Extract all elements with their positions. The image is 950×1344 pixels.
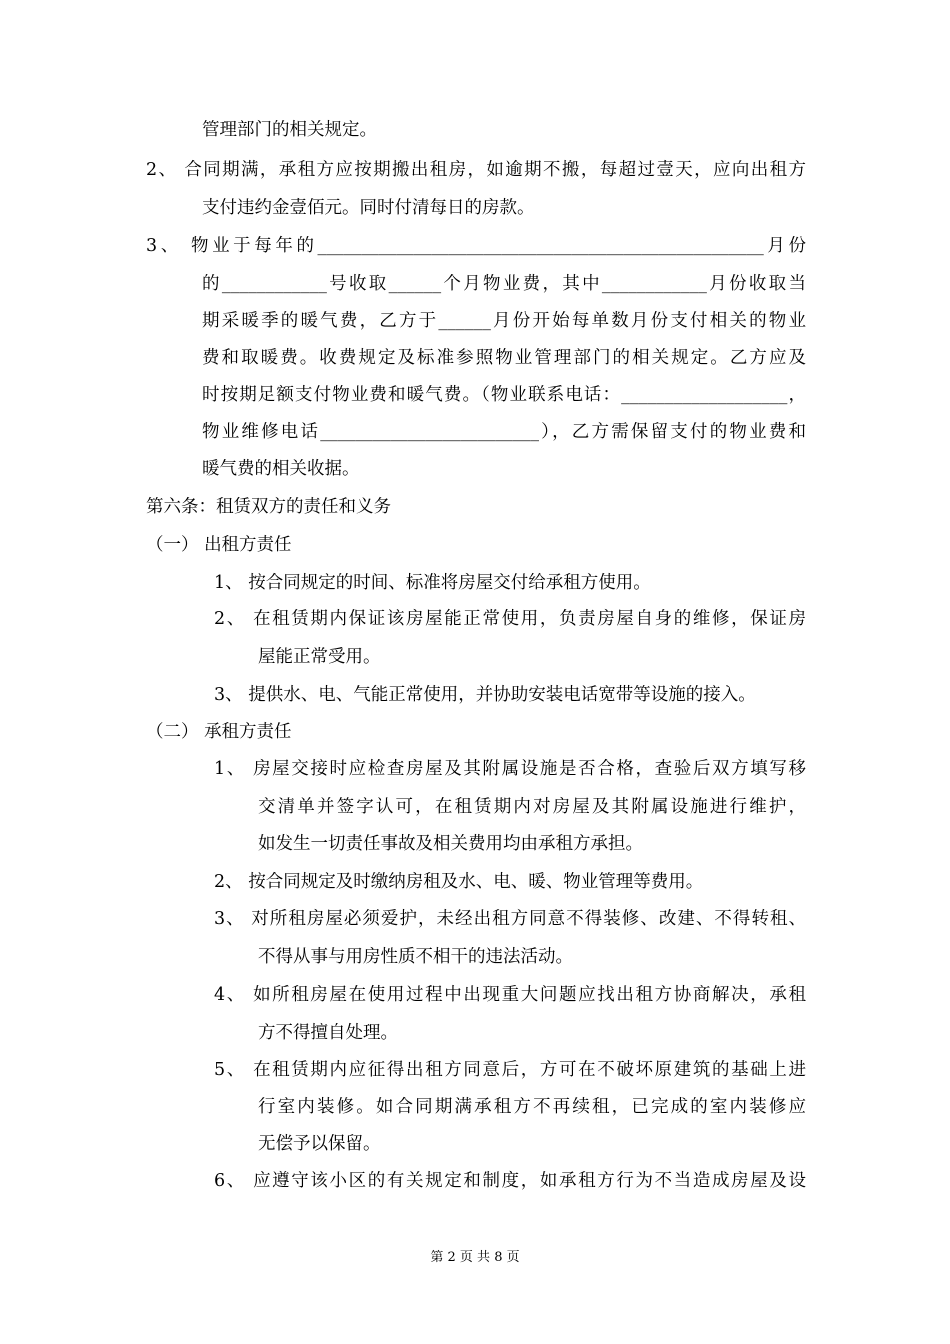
text-line: 4、 如所租房屋在使用过程中出现重大问题应找出租方协商解决，承租 — [214, 985, 806, 1005]
text-line: 6、 应遵守该小区的有关规定和制度，如承租方行为不当造成房屋及设 — [214, 1171, 806, 1191]
section-heading: 第六条：租赁双方的责任和义务 — [146, 497, 391, 517]
text-line: 行室内装修。如合同期满承租方不再续租，已完成的室内装修应 — [258, 1097, 806, 1117]
text-line: 无偿予以保留。 — [258, 1134, 381, 1154]
text-line: 3、 提供水、电、气能正常使用，并协助安装电话宽带等设施的接入。 — [214, 685, 756, 705]
text-line: 如发生一切责任事故及相关费用均由承租方承担。 — [258, 834, 643, 854]
subsection-heading: （二） 承租方责任 — [146, 722, 292, 742]
text-line: 暖气费的相关收据。 — [202, 459, 360, 479]
text-line: 2、 合同期满，承租方应按期搬出租房，如逾期不搬，每超过壹天，应向出租方 — [146, 160, 806, 180]
text-line: 2、 按合同规定及时缴纳房租及水、电、暖、物业管理等费用。 — [214, 872, 704, 892]
text-line: 2、 在租赁期内保证该房屋能正常使用，负责房屋自身的维修，保证房 — [214, 609, 806, 629]
subsection-heading: （一） 出租方责任 — [146, 535, 292, 555]
text-line: 交清单并签字认可，在租赁期内对房屋及其附属设施进行维护， — [258, 797, 806, 817]
text-line: 的____________号收取______个月物业费，其中____________月份收取当 — [202, 274, 806, 294]
text-line: 物业维修电话_________________________），乙方需保留支付的物业费和 — [202, 422, 806, 442]
text-line: 3、 物业于每年的___________________________________________________月份 — [146, 236, 806, 256]
text-line: 不得从事与用房性质不相干的违法活动。 — [258, 947, 573, 967]
text-line: 期采暖季的暖气费，乙方于______月份开始每单数月份支付相关的物业 — [202, 311, 806, 331]
text-line: 1、 按合同规定的时间、标准将房屋交付给承租方使用。 — [214, 573, 651, 593]
text-line: 1、 房屋交接时应检查房屋及其附属设施是否合格，查验后双方填写移 — [214, 759, 806, 779]
text-line: 时按期足额支付物业费和暖气费。（物业联系电话：___________________， — [202, 385, 806, 405]
text-line: 支付违约金壹佰元。同时付清每日的房款。 — [202, 198, 535, 218]
text-line: 屋能正常受用。 — [258, 647, 381, 667]
text-line: 方不得擅自处理。 — [258, 1023, 398, 1043]
text-line: 管理部门的相关规定。 — [202, 120, 377, 140]
text-line: 3、 对所租房屋必须爱护，未经出租方同意不得装修、改建、不得转租、 — [214, 909, 806, 929]
page-number-footer: 第 2 页 共 8 页 — [430, 1250, 520, 1265]
text-line: 费和取暖费。收费规定及标准参照物业管理部门的相关规定。乙方应及 — [202, 348, 806, 368]
text-line: 5、 在租赁期内应征得出租方同意后，方可在不破坏原建筑的基础上进 — [214, 1060, 806, 1080]
